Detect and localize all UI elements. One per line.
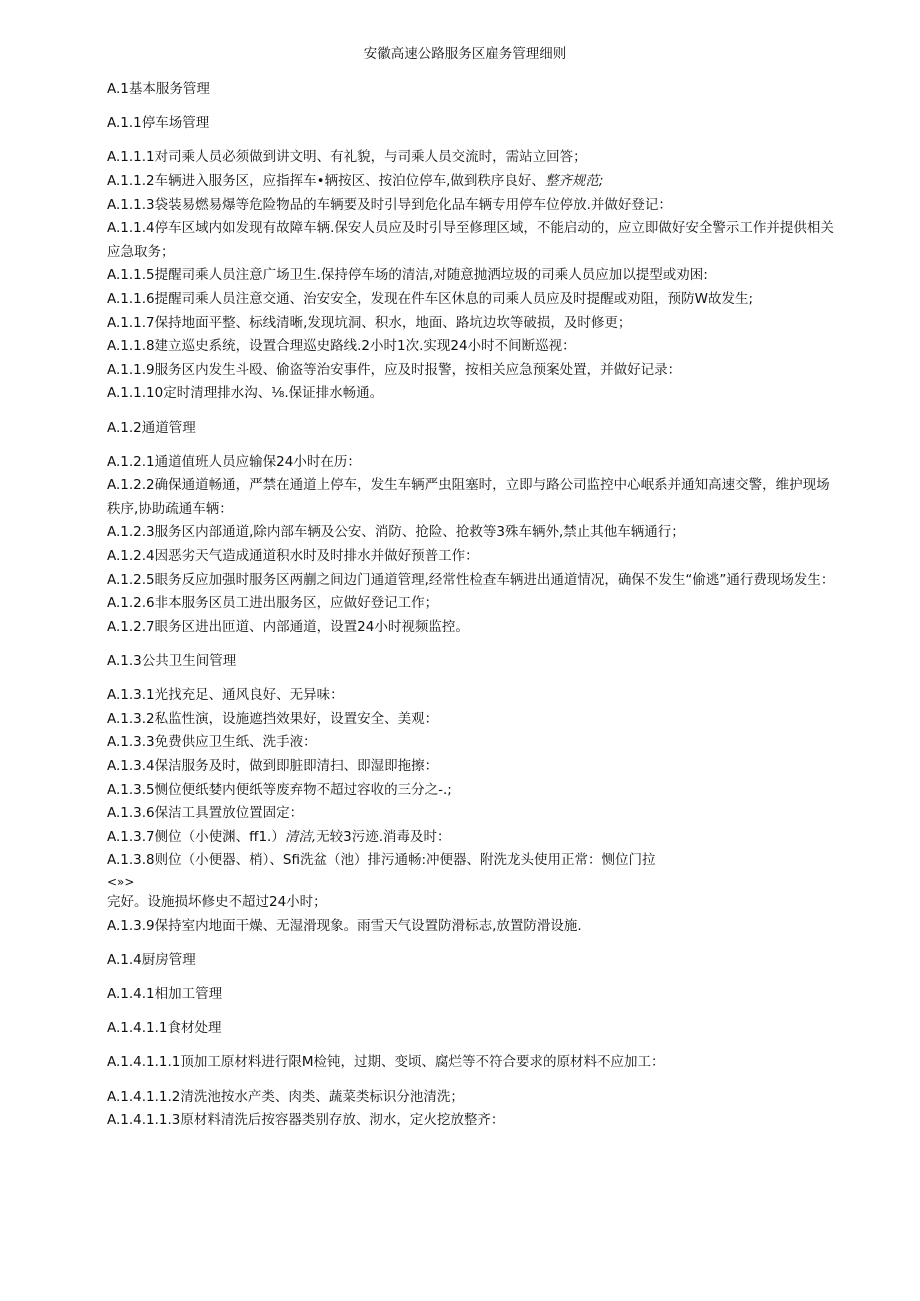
line-text: A.1.3公共卫生间管理 xyxy=(107,653,237,670)
line-text: A.1.2通道管理 xyxy=(107,419,196,436)
line-text: A.1.4.1.1.3原材料清洗后按容器类别存放、沏水，定火挖放整齐： xyxy=(107,1112,505,1129)
paragraph-line xyxy=(107,891,837,915)
paragraph-line xyxy=(107,1109,837,1133)
section-heading xyxy=(107,949,837,973)
line-text: A.1.3.6保洁工具置放位置固定： xyxy=(107,805,304,822)
section-heading xyxy=(107,78,837,102)
paragraph-line xyxy=(107,569,837,593)
line-text: A.1.1.7保持地面平整、标线清晰,发现坑洞、积水，地面、路坑边坎等破损，及时修更； xyxy=(107,314,632,331)
paragraph-line xyxy=(107,826,837,850)
paragraph-line xyxy=(107,194,837,218)
line-text: <»> xyxy=(107,874,135,889)
paragraph-line xyxy=(107,545,837,569)
section-heading xyxy=(107,112,837,136)
line-text: A.1.1.6提醒司乘人员注意交通、治安安全，发现在件车区休息的司乘人员应及时提醒或劝阻，预防W故发生; xyxy=(107,290,754,307)
line-text: A.1.4.1相加工管理 xyxy=(107,985,223,1002)
line-text: A.1.1.5提醒司乘人员注意广场卫生.保持停车场的清洁,对随意抛洒垃圾的司乘人员应加以提型或劝困: xyxy=(107,267,708,284)
paragraph-line xyxy=(107,335,837,359)
line-text: A.1.3.5恻位便纸婪内便纸等废弃物不超过容收的三分之-.; xyxy=(107,781,452,798)
paragraph-line xyxy=(107,779,837,803)
line-text: A.1.2.4因恶劣天气造成通道积水时及时排水并做好预普工作： xyxy=(107,548,479,565)
paragraph-line xyxy=(107,359,837,383)
line-text: A.1基本服务管理 xyxy=(107,81,210,97)
line-text: A.1.1.8建立巡史系统，设置合理巡史路线.2小时1次.实现24小时不间断巡视： xyxy=(107,338,576,355)
line-text: A.1.3.2私监性演，设施遮挡效果好，设置安全、美观： xyxy=(107,710,439,727)
line-text: A.1.1.1对司乘人员必须做到讲文明、有礼貌，与司乘人员交流时，需站立回答； xyxy=(107,149,587,166)
line-text-italic: 整齐规范; xyxy=(544,172,604,189)
line-text: A.1.4.1.1食材处理 xyxy=(107,1020,222,1037)
paragraph-line xyxy=(107,802,837,826)
section-heading xyxy=(107,1051,837,1075)
line-text: 完好。设施损坏修史不超过24小时； xyxy=(107,893,327,910)
section-heading xyxy=(107,417,837,441)
section-heading xyxy=(107,983,837,1007)
paragraph-line xyxy=(107,146,837,170)
paragraph-line xyxy=(107,616,837,640)
line-text: A.1.3.8则位（小便器、梢）、Sfi洗盆（池）排污通畅:冲便器、附洗龙头使用正常：恻位门拉 xyxy=(107,852,656,869)
line-text: A.1.1.10定时清理排水沟、⅛.保证排水畅通。 xyxy=(107,385,384,402)
paragraph-line xyxy=(107,521,837,545)
line-text: A.1.1.2车辆进入服务区，应指挥车•辆按区、按泊位停车,做到秩序良好、 xyxy=(107,172,545,189)
line-text: A.1.3.9保持室内地面干燥、无湿滑现象。雨雪天气设置防滑标志,放置防滑设施. xyxy=(107,917,582,934)
paragraph-line xyxy=(107,474,837,521)
paragraph-line xyxy=(107,849,837,873)
line-text-tail: 无较3污迹.消毒及时： xyxy=(316,828,451,845)
line-text: A.1.4.1.1.1顶加工原材料进行限M检钝，过期、变顷、腐烂等不符合要求的原材料不应加工： xyxy=(107,1054,665,1071)
line-text: A.1.2.6非本服务区员工进出服务区，应做好登记工作； xyxy=(107,595,439,612)
paragraph-line xyxy=(107,708,837,732)
line-text: A.1.4厨房管理 xyxy=(107,951,196,968)
line-text: A.1.2.1通道值班人员应输保24小时在历： xyxy=(107,453,361,470)
line-text: A.1.3.4保洁服务及时，做到即脏即清扫、即湿即拖擦： xyxy=(107,758,439,774)
marginal-mark xyxy=(107,873,837,891)
paragraph-line xyxy=(107,684,837,708)
line-text: A.1.3.1光找充足、通风良好、无异味： xyxy=(107,687,344,704)
line-text: A.1.1停车场管理 xyxy=(107,115,210,132)
line-text: A.1.1.3袋装易燃易爆等危险物品的车辆要及时引导到危化品车辆专用停车位停放.并做好登记： xyxy=(107,196,672,213)
line-text: A.1.3.3免费供应卫生纸、洗手液： xyxy=(107,734,317,751)
line-text: A.1.1.9服务区内发生斗殴、偷盗等治安事件，应及时报警，按相关应急预案处置，并做好记录： xyxy=(107,361,682,378)
line-text: A.1.2.2确保通道畅通，严禁在通道上停车，发生车辆严虫阻塞时，立即与路公司监控中心岷系并通知高速交警，维护现场秩序,协助疏通车辆： xyxy=(107,477,830,517)
line-text: A.1.3.7侧位（小使渊、ff1.） xyxy=(107,828,285,845)
paragraph-line xyxy=(107,312,837,336)
document-body xyxy=(107,78,837,1133)
paragraph-line xyxy=(107,731,837,755)
section-heading xyxy=(107,1017,837,1041)
paragraph-line xyxy=(107,170,837,194)
line-text: A.1.2.3服务区内部通道,除内部车辆及公安、消防、抢险、抢救等3殊车辆外,禁止其他车辆通行； xyxy=(107,524,685,541)
paragraph-line xyxy=(107,915,837,939)
line-text: A.1.2.5眼务反应加强时服务区两蒯之间边门通道管理,经常性检查车辆进出通道情况，确保不发生“偷逃”通行费现场发生： xyxy=(107,571,835,588)
paragraph-line xyxy=(107,288,837,312)
paragraph-line xyxy=(107,592,837,616)
paragraph-line xyxy=(107,382,837,406)
line-text: A.1.1.4停车区域内如发现有故障车辆.保安人员应及时引导至修理区域，不能启动的，应立即做好安全警示工作并提供相关应急取务； xyxy=(107,220,834,260)
line-text-italic: 清洁, xyxy=(284,828,317,845)
document-title: 安徽高速公路服务区雇务管理细则 xyxy=(363,46,567,62)
line-text: A.1.4.1.1.2清洗池按水产类、肉类、蔬菜类标识分池清洗； xyxy=(107,1088,464,1105)
paragraph-line xyxy=(107,451,837,475)
paragraph-line xyxy=(107,1086,837,1110)
section-heading xyxy=(107,650,837,674)
paragraph-line xyxy=(107,217,837,264)
paragraph-line xyxy=(107,755,837,779)
paragraph-line xyxy=(107,264,837,288)
line-text: A.1.2.7眼务区进出匝道、内部通道，设置24小时视频监控。 xyxy=(107,618,469,635)
